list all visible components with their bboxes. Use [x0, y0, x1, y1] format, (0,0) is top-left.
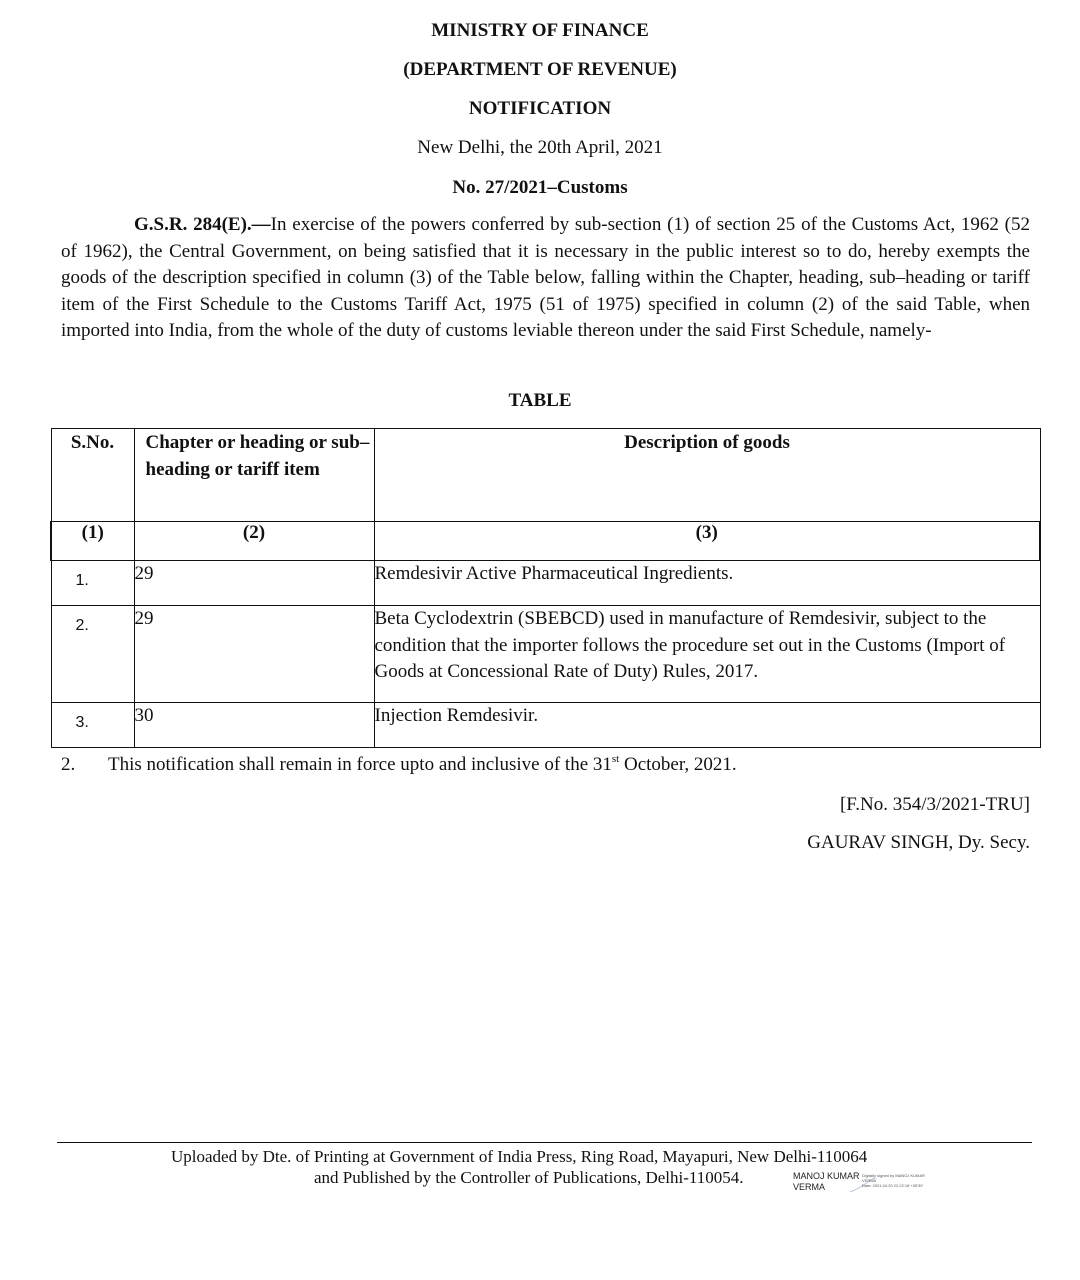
notification-number: No. 27/2021–Customs [452, 177, 628, 198]
exemption-table [50, 428, 1041, 748]
row-sno: 2. [51, 606, 134, 703]
footer-publish-line: and Published by the Controller of Publications, Delhi-110054. [314, 1168, 744, 1187]
column-number-2: (2) [134, 522, 374, 561]
signature-detail-line-1: Digitally signed by MANOJ KUMAR VERMA [862, 1173, 925, 1183]
clause-text-end: October, 2021. [619, 754, 737, 775]
column-number-row [51, 522, 1040, 561]
footer-divider [57, 1142, 1032, 1143]
table-row [51, 561, 1040, 606]
signatory: GAURAV SINGH, Dy. Secy. [807, 832, 1030, 853]
table-header-row [51, 429, 1040, 522]
ministry-title: MINISTRY OF FINANCE [431, 20, 649, 41]
place-and-date: New Delhi, the 20th April, 2021 [417, 137, 663, 158]
table-title: TABLE [508, 390, 572, 411]
row-chapter: 29 [134, 561, 374, 606]
header-sno: S.No. [51, 429, 134, 522]
validity-clause [61, 754, 737, 776]
signature-name-line-1: MANOJ KUMAR [793, 1171, 860, 1181]
notification-heading: NOTIFICATION [468, 98, 612, 119]
clause-text: This notification shall remain in force upto and inclusive of the 31 [108, 754, 612, 775]
header-chapter: Chapter or heading or sub–heading or tariff item [134, 429, 374, 522]
row-description: Beta Cyclodextrin (SBEBCD) used in manufacture of Remdesivir, subject to the condition that the importer follows the procedure set out in the Customs (Import of Goods at Concessional Rate of Duty) Rules, 2017. [374, 606, 1040, 703]
signature-name-line-2: VERMA [793, 1182, 826, 1192]
column-number-1: (1) [51, 522, 134, 561]
table-row [51, 606, 1040, 703]
main-paragraph [61, 212, 1030, 345]
row-chapter: 29 [134, 606, 374, 703]
digital-signature-details [862, 1173, 932, 1188]
row-description: Injection Remdesivir. [374, 703, 1040, 748]
file-number: [F.No. 354/3/2021-TRU] [839, 794, 1030, 815]
header-description: Description of goods [374, 429, 1040, 522]
row-sno: 1. [51, 561, 134, 606]
department-title: (DEPARTMENT OF REVENUE) [403, 59, 677, 80]
footer-upload-line: Uploaded by Dte. of Printing at Government of India Press, Ring Road, Mayapuri, New Delhi-110064 [171, 1147, 868, 1166]
clause-number: 2. [61, 754, 76, 775]
row-description: Remdesivir Active Pharmaceutical Ingredients. [374, 561, 1040, 606]
table-row [51, 703, 1040, 748]
clause-ordinal-suffix: st [611, 753, 620, 765]
column-number-3: (3) [374, 522, 1040, 561]
row-sno: 3. [51, 703, 134, 748]
signature-detail-line-2: Date: 2021.04.20 22:22:18 +05'30' [862, 1183, 924, 1188]
row-chapter: 30 [134, 703, 374, 748]
gsr-reference: G.S.R. 284(E).— [134, 214, 271, 235]
paragraph-text: In exercise of the powers conferred by sub-section (1) of section 25 of the Customs Act, 1962 (52 of 1962), the Central Government, on being satisfied that it is necessary in the public interest so to do, hereby exempts the goods of the description specified in column (3) of the Table below, falling within the Chapter, heading, sub–heading or tariff item of the First Schedule to the Customs Tariff Act, 1975 (51 of 1975) specified in column (2) of the said Table, when imported into India, from the whole of the duty of customs leviable thereon under the said First Schedule, namely- [61, 214, 1030, 341]
